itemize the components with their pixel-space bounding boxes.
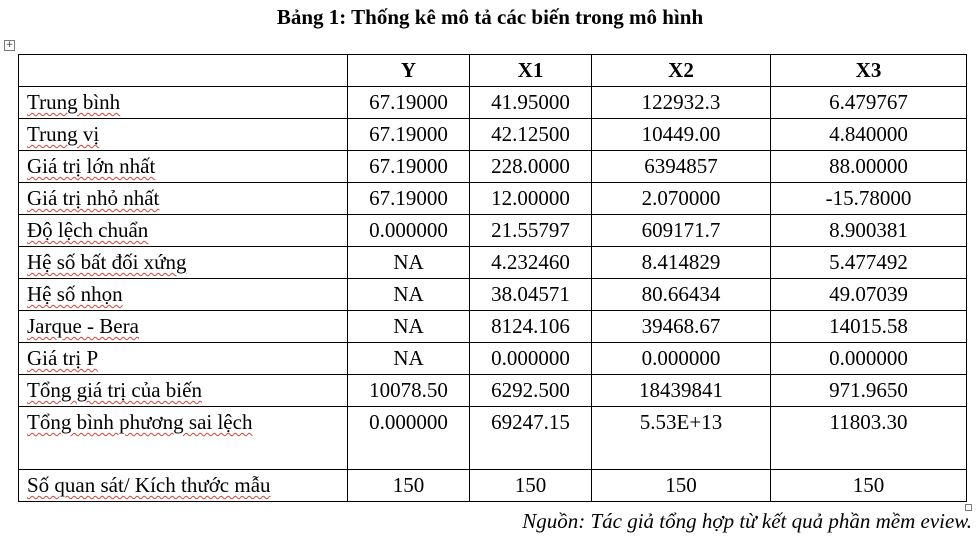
row-label: [19, 183, 348, 215]
row-label-text: Độ lệch chuẩn: [27, 218, 149, 242]
row-label: [19, 311, 348, 343]
cell-y: NA: [348, 279, 470, 311]
cell-x3: 8.900381: [771, 215, 967, 247]
table-row: [19, 311, 967, 343]
table-row: [19, 87, 967, 119]
table-row: [19, 343, 967, 375]
row-label: [19, 151, 348, 183]
cell-y: NA: [348, 311, 470, 343]
table-row: [19, 375, 967, 407]
cell-x1: 38.04571: [470, 279, 592, 311]
cell-x1: 69247.15: [470, 407, 592, 470]
row-label: [19, 343, 348, 375]
row-label-text: Giá trị nhỏ nhất: [27, 186, 160, 210]
cell-y: NA: [348, 247, 470, 279]
cell-x3: 0.000000: [771, 343, 967, 375]
descriptive-statistics-table: [18, 54, 967, 502]
row-label-text: Trung vị: [27, 122, 100, 146]
cell-x1: 6292.500: [470, 375, 592, 407]
cell-x1: 228.0000: [470, 151, 592, 183]
cell-x1: 42.12500: [470, 119, 592, 151]
row-label-text: Hệ số nhọn: [27, 282, 123, 306]
cell-x3: 49.07039: [771, 279, 967, 311]
cell-y: 0.000000: [348, 215, 470, 247]
row-label: [19, 119, 348, 151]
cell-x3: -15.78000: [771, 183, 967, 215]
cell-y: 0.000000: [348, 407, 470, 470]
cell-x2: 150: [592, 470, 771, 502]
cell-x3: 11803.30: [771, 407, 967, 470]
table-move-handle-icon[interactable]: +: [5, 40, 14, 50]
cell-x3: 88.00000: [771, 151, 967, 183]
cell-x1: 21.55797: [470, 215, 592, 247]
cell-x2: 8.414829: [592, 247, 771, 279]
cell-x2: 6394857: [592, 151, 771, 183]
row-label-text: Tổng bình phương sai lệch: [27, 410, 253, 434]
table-row: [19, 215, 967, 247]
table-title: Bảng 1: Thống kê mô tả các biến trong mô hình: [276, 5, 704, 29]
table-header-row: [19, 55, 967, 87]
cell-x1: 4.232460: [470, 247, 592, 279]
cell-y: 150: [348, 470, 470, 502]
cell-x3: 6.479767: [771, 87, 967, 119]
cell-y: 67.19000: [348, 183, 470, 215]
row-label-text: Hệ số bất đối xứng: [27, 250, 187, 274]
table-row: [19, 279, 967, 311]
cell-y: 67.19000: [348, 151, 470, 183]
header-y: Y: [348, 55, 470, 87]
row-label: [19, 247, 348, 279]
cell-x1: 150: [470, 470, 592, 502]
cell-x1: 8124.106: [470, 311, 592, 343]
cell-x2: 5.53E+13: [592, 407, 771, 470]
row-label-text: Jarque - Bera: [27, 314, 139, 338]
cell-y: NA: [348, 343, 470, 375]
cell-x3: 971.9650: [771, 375, 967, 407]
cell-x2: 80.66434: [592, 279, 771, 311]
row-label: [19, 215, 348, 247]
row-label-text: Giá trị P: [27, 346, 99, 370]
cell-x1: 0.000000: [470, 343, 592, 375]
cell-x3: 5.477492: [771, 247, 967, 279]
cell-x1: 12.00000: [470, 183, 592, 215]
source-note: Nguồn: Tác giả tổng hợp từ kết quả phần mềm eview.: [522, 509, 972, 533]
row-label-text: Giá trị lớn nhất: [27, 154, 156, 178]
cell-x1: 41.95000: [470, 87, 592, 119]
row-label-text: Trung bình: [27, 90, 121, 114]
cell-x3: 4.840000: [771, 119, 967, 151]
header-corner-cell: [19, 55, 348, 87]
cell-x2: 609171.7: [592, 215, 771, 247]
cell-x2: 0.000000: [592, 343, 771, 375]
row-label-text: Tổng giá trị của biến: [27, 378, 202, 402]
header-x1: X1: [470, 55, 592, 87]
row-label: [19, 375, 348, 407]
cell-x2: 122932.3: [592, 87, 771, 119]
table-row: [19, 470, 967, 502]
cell-y: 67.19000: [348, 119, 470, 151]
row-label-text: Số quan sát/ Kích thước mẫu: [27, 473, 271, 497]
table-row: [19, 183, 967, 215]
cell-x3: 150: [771, 470, 967, 502]
cell-x2: 10449.00: [592, 119, 771, 151]
cell-y: 67.19000: [348, 87, 470, 119]
header-x3: X3: [771, 55, 967, 87]
header-x2: X2: [592, 55, 771, 87]
cell-x2: 18439841: [592, 375, 771, 407]
table-row: [19, 151, 967, 183]
row-label: [19, 87, 348, 119]
table-row: [19, 247, 967, 279]
cell-y: 10078.50: [348, 375, 470, 407]
cell-x3: 14015.58: [771, 311, 967, 343]
table-row: [19, 407, 967, 470]
cell-x2: 39468.67: [592, 311, 771, 343]
table-row: [19, 119, 967, 151]
cell-x2: 2.070000: [592, 183, 771, 215]
row-label: [19, 470, 348, 502]
row-label: [19, 279, 348, 311]
row-label: [19, 407, 348, 470]
